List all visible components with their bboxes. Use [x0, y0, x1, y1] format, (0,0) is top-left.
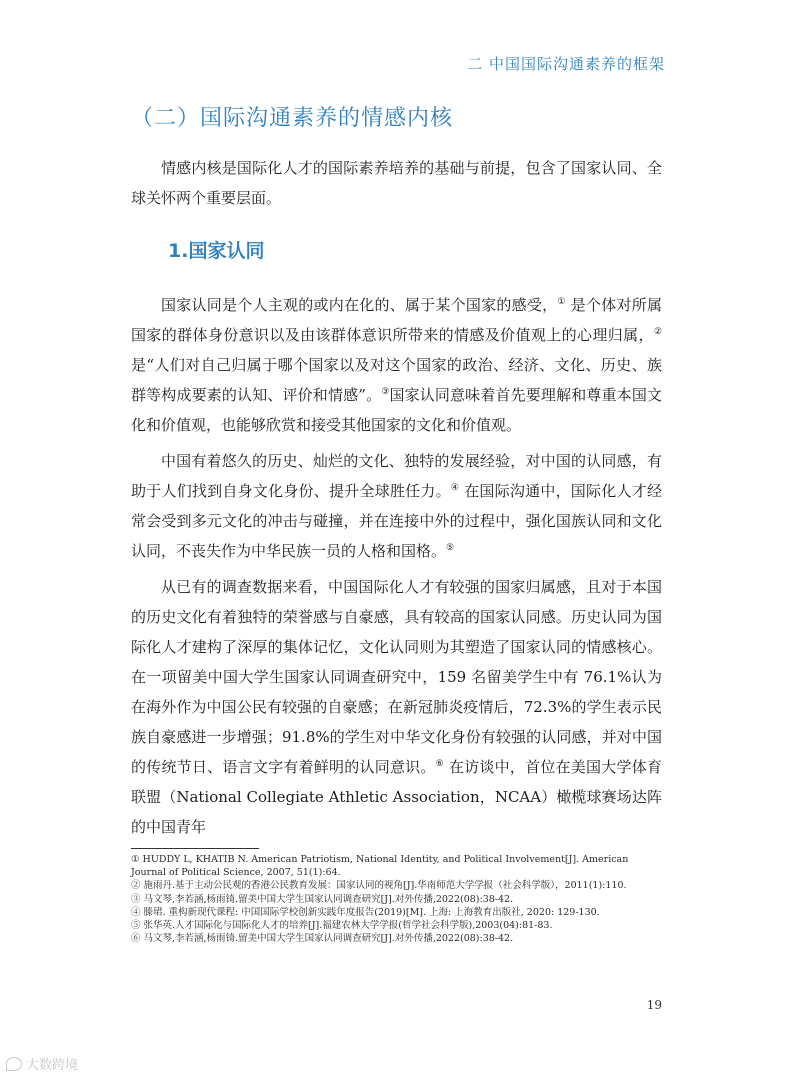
watermark-text: 大数跨境 — [26, 1058, 79, 1073]
paragraph-text: 在国际沟通中，国际化人才经常会受到多元文化的冲击与碰撞，并在连接中外的过程中，强化国族认同和文化认同，不丧失作为中华民族一员的人格和国格。 — [131, 482, 662, 560]
footnote-ref-2[interactable]: ② — [653, 327, 662, 337]
brand-logo-icon — [6, 1057, 22, 1071]
subsection-title: 1.国家认同 — [168, 240, 265, 262]
footnote-divider — [131, 848, 259, 849]
footnote-ref-3[interactable]: ③ — [381, 387, 390, 397]
paragraph-text: 中国有着悠久的历史、灿烂的文化、独特的发展经验，对中国的认同感，有助于人们找到自身文化身份、提升全球胜任力。 — [131, 452, 662, 500]
footnote-ref-4[interactable]: ④ — [450, 483, 460, 493]
footnote-item: ⑥ 马文琴,李若涵,杨雨锜.留美中国大学生国家认同调查研究[J].对外传播,2022(08):38-42. — [131, 933, 514, 945]
paragraph-text: 是“人们对自己归属于哪个国家以及对这个国家的政治、经济、文化、历史、族群等构成要素的认知、评价和情感”。 — [131, 356, 662, 404]
paragraph-text: 国家认同是个人主观的或内在化的、属于某个国家的感受， — [161, 296, 558, 314]
intro-paragraph: 情感内核是国际化人才的国际素养培养的基础与前提，包含了国家认同、全球关怀两个重要层面。 — [131, 159, 662, 207]
footnote-ref-1[interactable]: ① — [557, 297, 566, 307]
watermark — [6, 1054, 78, 1073]
footnote-list — [131, 853, 662, 945]
footnote-ref-5[interactable]: ⑤ — [446, 543, 455, 553]
section-title: （二）国际沟通素养的情感内核 — [131, 106, 454, 131]
paragraph-text: 从已有的调查数据来看，中国国际化人才有较强的国家归属感，且对于本国的历史文化有着独特的荣誉感与自豪感，具有较高的国家认同感。历史认同为国际化人才建构了深厚的集体记忆，文化认同则为其塑造了国家认同的情感核心。在一项留美中国大学生国家认同调查研究中，159 名留美学生中有 76.1%认为在海外作为中国公民有较强的自豪感；在新冠肺炎疫情后，72.3%的学生表示民族自豪感进一步增强；91.8%的学生对中华文化身份有较强的认同感，并对中国的传统节日、语言文字有着鲜明的认同意识。 — [131, 578, 662, 776]
paragraph-text: 是个体对所属国家的群体身份意识以及由该群体意识所带来的情感及价值观上的心理归属， — [131, 296, 662, 344]
body-paragraph-survey-data — [131, 572, 662, 842]
body-paragraph-china-identity — [131, 446, 662, 566]
page-number: 19 — [646, 998, 662, 1012]
footnote-item: ③ 马文琴,李若涵,杨雨锜.留美中国大学生国家认同调查研究[J].对外传播,2022(08):38-42. — [131, 893, 514, 905]
paragraph-text: 在访谈中，首位在美国大学体育联盟（National Collegiate Athletic Association，NCAA）橄榄球赛场达阵的中国青年 — [131, 758, 662, 836]
footnote-ref-6[interactable]: ⑥ — [435, 759, 444, 769]
paragraph-text: 国家认同意味着首先要理解和尊重本国文化和价值观，也能够欣赏和接受其他国家的文化和价值观。 — [131, 386, 662, 434]
running-header: 二 中国国际沟通素养的框架 — [467, 55, 665, 73]
footnote-item: ④ 滕珺. 重构新现代课程: 中国国际学校创新实践年度报告(2019)[M]. 上海: 上海教育出版社, 2020: 129-130. — [131, 906, 600, 918]
footnote-item: ① HUDDY L, KHATIB N. American Patriotism, National Identity, and Political Involvement[J]. American Journal of Political Science, 2007, 51(1):64. — [131, 854, 629, 879]
footnote-item: ② 施雨丹.基于主动公民观的香港公民教育发展：国家认同的视角[J].华南师范大学学报（社会科学版），2011(1):110. — [131, 880, 627, 892]
footnote-item: ⑤ 张华英.人才国际化与国际化人才的培养[J].福建农林大学学报(哲学社会科学版),2003(04):81-83. — [131, 920, 553, 932]
body-paragraph-national-identity — [131, 290, 662, 440]
